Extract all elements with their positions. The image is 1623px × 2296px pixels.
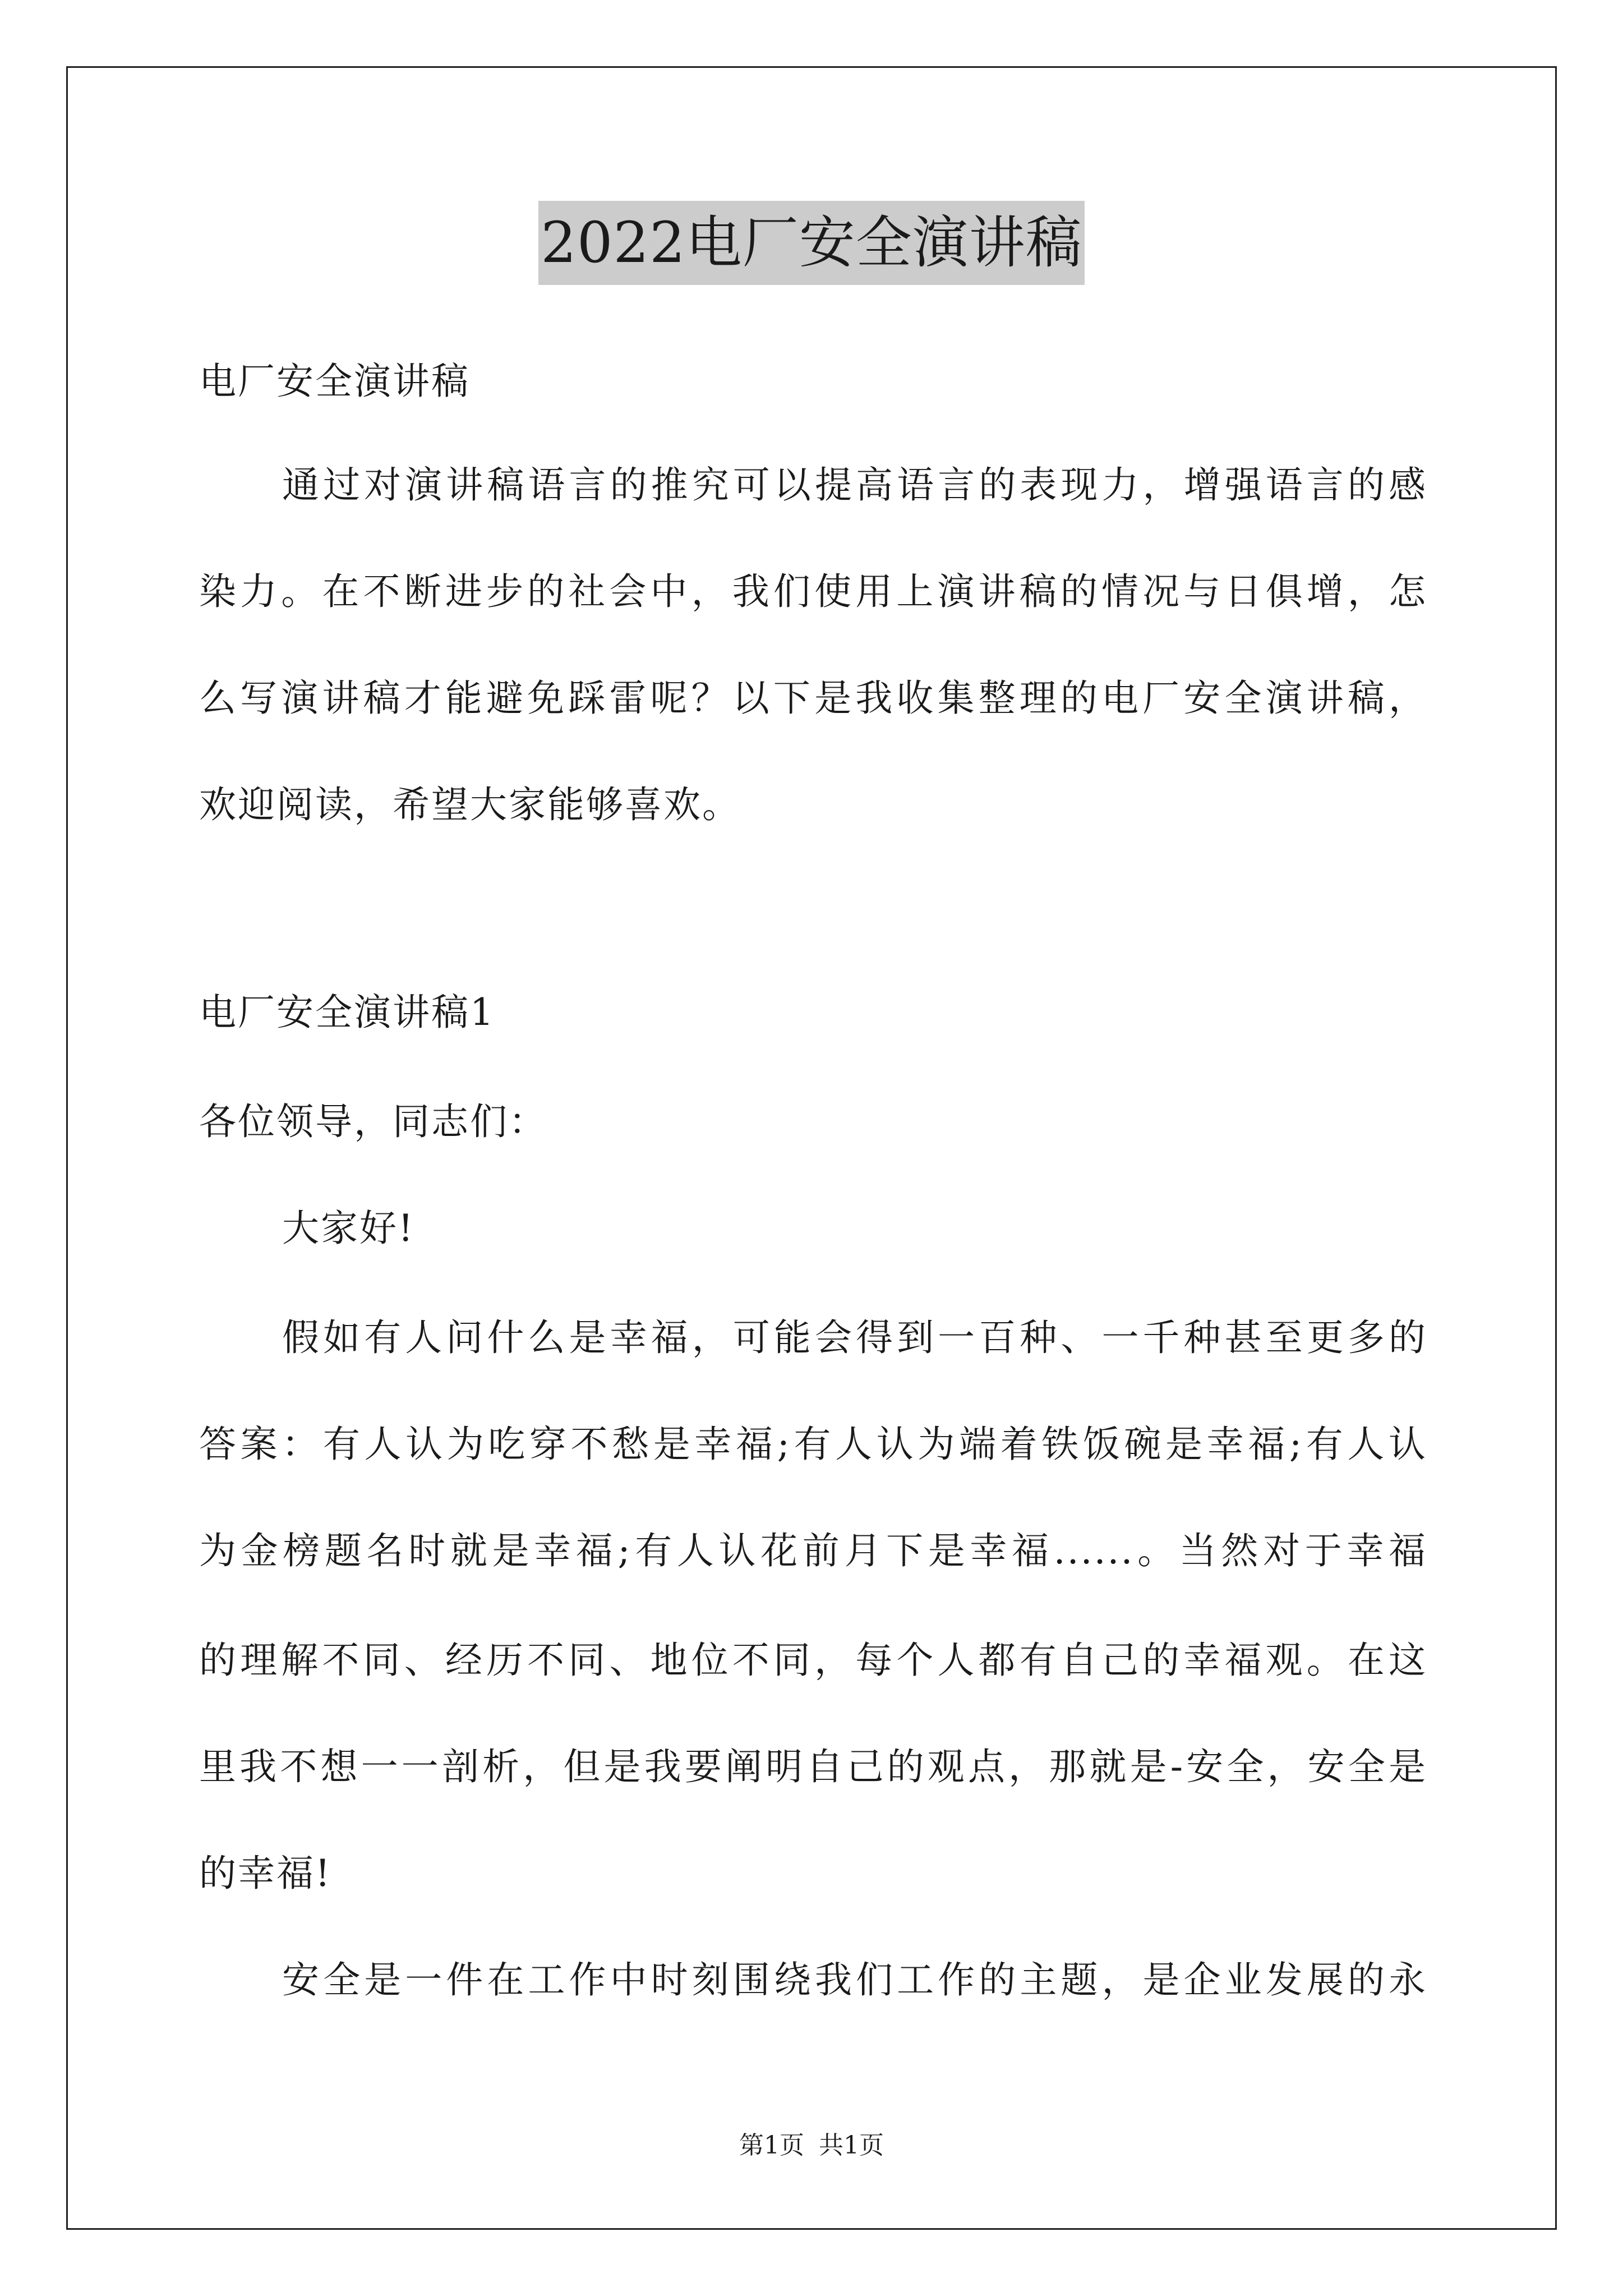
document-title: 2022电厂安全演讲稿 [538, 201, 1085, 285]
paragraph-line: 为金榜题名时就是幸福;有人认花前月下是幸福......。当然对于幸福 [199, 1529, 1427, 1572]
paragraph-line: 的幸福! [199, 1852, 332, 1895]
page-number: 第1页 [739, 2131, 804, 2160]
paragraph-line: 欢迎阅读，希望大家能够喜欢。 [199, 783, 741, 826]
paragraph-line: 通过对演讲稿语言的推究可以提高语言的表现力，增强语言的感 [282, 463, 1427, 507]
section-heading: 电厂安全演讲稿 [199, 360, 470, 403]
title-container [0, 201, 1623, 285]
paragraph-line: 么写演讲稿才能避免踩雷呢？以下是我收集整理的电厂安全演讲稿， [199, 677, 1427, 720]
section-heading: 电厂安全演讲稿1 [199, 991, 495, 1034]
paragraph-line: 的理解不同、经历不同、地位不同，每个人都有自己的幸福观。在这 [199, 1639, 1427, 1682]
salutation: 各位领导，同志们： [199, 1100, 547, 1143]
paragraph-line: 答案：有人认为吃穿不愁是幸福;有人认为端着铁饭碗是幸福;有人认 [199, 1423, 1427, 1466]
page-total: 共1页 [819, 2131, 884, 2160]
paragraph-line: 假如有人问什么是幸福，可能会得到一百种、一千种甚至更多的 [282, 1316, 1427, 1359]
page-footer [0, 2126, 1623, 2165]
paragraph-line: 安全是一件在工作中时刻围绕我们工作的主题，是企业发展的永 [282, 1958, 1427, 2001]
paragraph-line: 染力。在不断进步的社会中，我们使用上演讲稿的情况与日俱增，怎 [199, 570, 1427, 613]
greeting: 大家好! [282, 1207, 415, 1250]
paragraph-line: 里我不想一一剖析，但是我要阐明自己的观点，那就是-安全，安全是 [199, 1745, 1427, 1788]
